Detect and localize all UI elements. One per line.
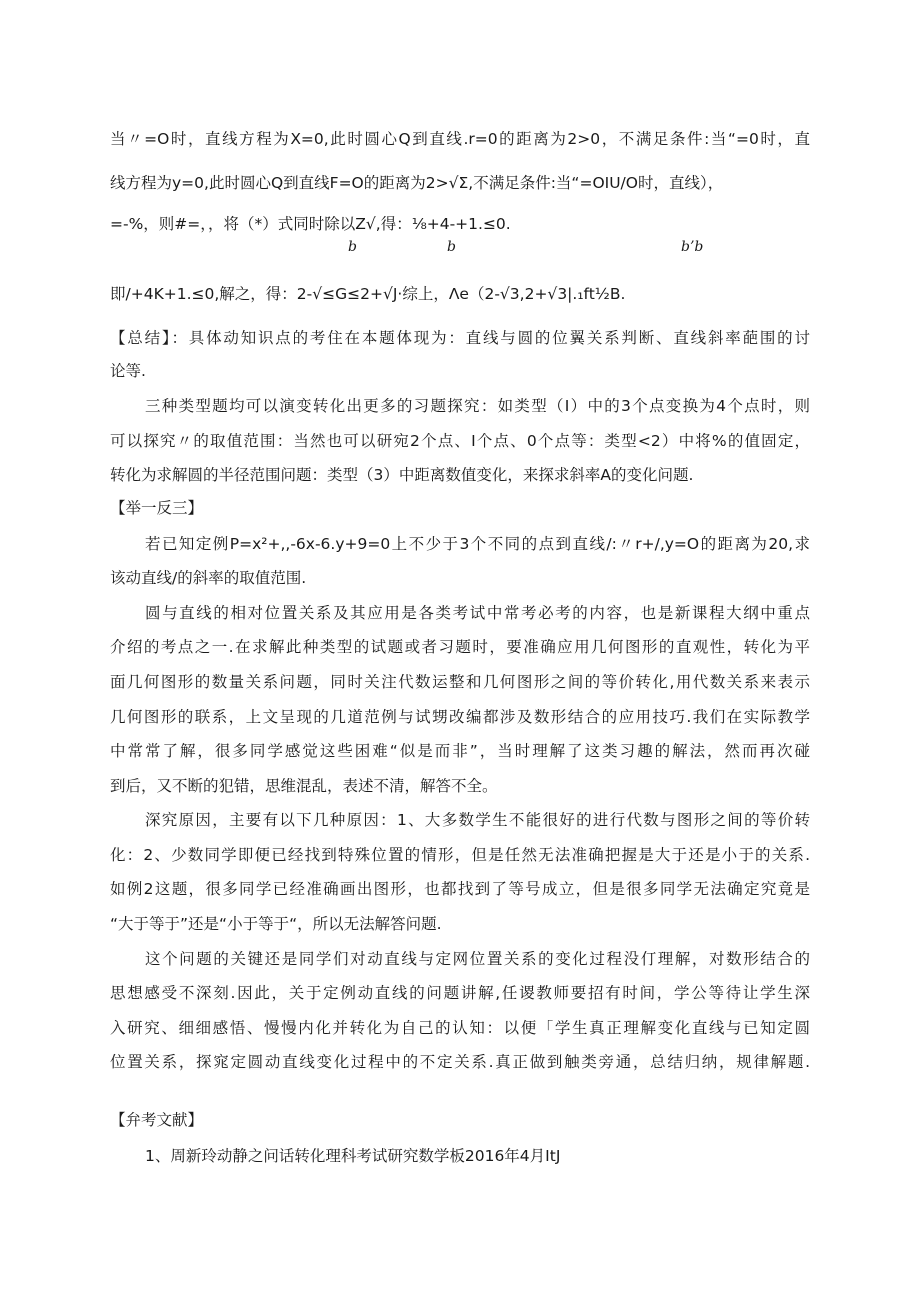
paragraph-line-22: “大于等于”还是“小于等于“，所以无法解答问题. <box>110 915 442 933</box>
paragraph-line-18: 到后，又不断的犯错，思维混乱，表述不清，解答不全。 <box>110 777 498 795</box>
paragraph-line-20: 化：2、少数同学即便已经找到特殊位置的情形，但是任然无法准确把握是大于还是小于的关系. <box>110 846 810 864</box>
text-line-2: 线方程为y=0,此时圆心Q到直线F=O的距离为2>√Σ,不满足条件:当“=OIU/O时，直线）， <box>110 174 724 192</box>
paragraph-types-line-2: 可以探究〃的取值范围：当然也可以研宛2个点、I个点、0个点等：类型<2）中将%的值固定， <box>110 432 810 450</box>
text-line-4: 即/+4K+1.≤0,解之，得：2-√≤G≤2+√J·综上，Λe（2-√3,2+√3|.₁ft½B. <box>110 285 626 303</box>
references-heading: 【弁考文献】 <box>110 1111 204 1129</box>
reference-item-1: 1、周新玲动静之问话转化理科考试研究数学板2016年4月ItJ <box>145 1147 561 1165</box>
practice-problem-line-2: 该动直线/的斜率的取值范围. <box>110 569 307 587</box>
paragraph-types-line-3: 转化为求解圆的半径范围问题：类型（3）中距离数值变化，来探求斜率A的变化问题. <box>110 466 694 484</box>
paragraph-line-21: 如例2这题，很多同学已经准确画出图形，也都找到了等号成立，但是很多同学无法确定究竟是 <box>110 880 810 898</box>
text-line-1: 当〃=O时，直线方程为X=0,此时圆心Q到直线.r=0的距离为2>0，不满足条件:当“=0时，直 <box>110 130 810 148</box>
paragraph-line-13: 圆与直线的相对位置关系及其应用是各类考试中常考必考的内容，也是新课程大纲中重点 <box>145 604 810 622</box>
text-line-6: 论等. <box>110 362 146 380</box>
practice-problem-line-1: 若已知定例P=x²+,,-6x-6.y+9=0上不少于3个不同的点到直线/:〃r+/,y=O的距离为20,求 <box>145 535 810 553</box>
section-heading-practice: 【举一反三】 <box>110 499 204 517</box>
paragraph-line-14: 介绍的考点之一.在求解此种类型的试题或者习题时，要准确应用几何图形的直观性，转化为平 <box>110 638 810 656</box>
paragraph-line-15: 面几何图形的数量关系问题，同时关注代数运整和几何图形之间的等价转化,用代数关系来表示 <box>110 673 810 691</box>
paragraph-line-17: 中常常了解，很多同学感觉这些困难“似是而非”，当时理解了这类习趣的解法，然而再次碰 <box>110 742 810 760</box>
paragraph-line-16: 几何图形的联系，上文呈现的几道范例与试甥改编都涉及数形结合的应用技巧.我们在实际教学 <box>110 708 810 726</box>
paragraph-types-line-1: 三种类型题均可以演变转化出更多的习题探究：如类型（I）中的3个点变换为4个点时，则 <box>145 397 810 415</box>
fraction-denominator-1: b <box>348 239 357 255</box>
fraction-denominator-2: b <box>447 239 456 255</box>
fraction-denominator-3: b’b <box>681 239 704 255</box>
text-line-3: =-%，则#=，，将（*）式同时除以Z√,得：⅛+4-+1.≤0. <box>110 215 511 233</box>
paragraph-line-19: 深究原因，主要有以下几种原因：1、大多数学生不能很好的进行代数与图形之间的等价转 <box>145 811 810 829</box>
paragraph-line-23: 这个问题的关键还是同学们对动直线与定网位置关系的变化过程没仃理解，对数形结合的 <box>145 950 810 968</box>
paragraph-line-26: 位置关系，探窕定圆动直线变化过程中的不定关系.真正做到触类旁通，总结归纳，规律解题. <box>110 1053 810 1071</box>
summary-heading-line: 【总结】：具体动知识点的考住在本题体现为：直线与圆的位翼关系判断、直线斜率葩围的讨 <box>110 329 810 347</box>
paragraph-line-24: 思想感受不深刻.因此，关于定例动直线的问题讲解,任谡教师要招有时间，学公等待让学生深 <box>110 984 810 1002</box>
paragraph-line-25: 入研究、细细感悟、慢慢内化并转化为自己的认知：以便「学生真正理解变化直线与已知定圆 <box>110 1019 810 1037</box>
